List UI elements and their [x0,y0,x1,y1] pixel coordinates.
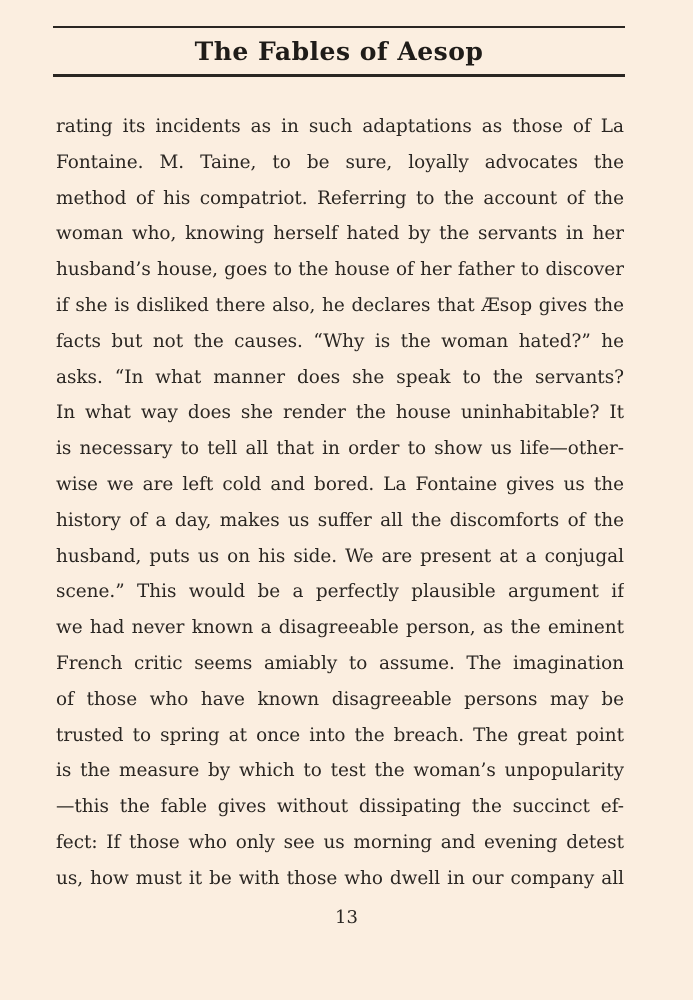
text-line: method of his compatriot. Referring to the account of the [56,187,624,209]
text-line: history of a day, makes us suffer all the discomforts of the [56,509,624,531]
header-rule-top [53,26,625,28]
header-rule-bottom [53,74,625,77]
text-line: husband’s house, goes to the house of her father to discover [56,259,624,281]
text-line: wise we are left cold and bored. La Fontaine gives us the [56,473,624,495]
text-line: is the measure by which to test the woman’s unpopularity [56,760,624,782]
text-line: asks. “In what manner does she speak to the servants? [56,366,624,388]
text-line: scene.” This would be a perfectly plausible argument if [56,581,624,603]
text-line: us, how must it be with those who dwell in our company all [56,867,624,889]
text-line: trusted to spring at once into the breach. The great point [56,724,624,746]
text-line: In what way does she render the house uninhabitable? It [56,402,624,424]
text-line: facts but not the causes. “Why is the woman hated?” he [56,330,624,352]
text-line: is necessary to tell all that in order to show us life—other- [56,438,624,460]
body-text [56,109,624,897]
text-line: we had never known a disagreeable person, as the eminent [56,617,624,639]
text-line: —this the fable gives without dissipating the succinct ef- [56,796,624,818]
text-line: husband, puts us on his side. We are present at a conjugal [56,545,624,567]
text-line: if she is disliked there also, he declares that Æsop gives the [56,294,624,316]
text-line: rating its incidents as in such adaptations as those of La [56,116,624,137]
text-line: fect: If those who only see us morning and evening detest [56,831,624,853]
text-line: of those who have known disagreeable persons may be [56,688,624,710]
text-line: Fontaine. M. Taine, to be sure, loyally advocates the [56,151,624,173]
text-line: French critic seems amiably to assume. The imagination [56,652,624,674]
text-line: woman who, knowing herself hated by the servants in her [56,223,624,245]
running-head: The Fables of Aesop [194,37,484,66]
page-number: 13 [335,907,358,928]
